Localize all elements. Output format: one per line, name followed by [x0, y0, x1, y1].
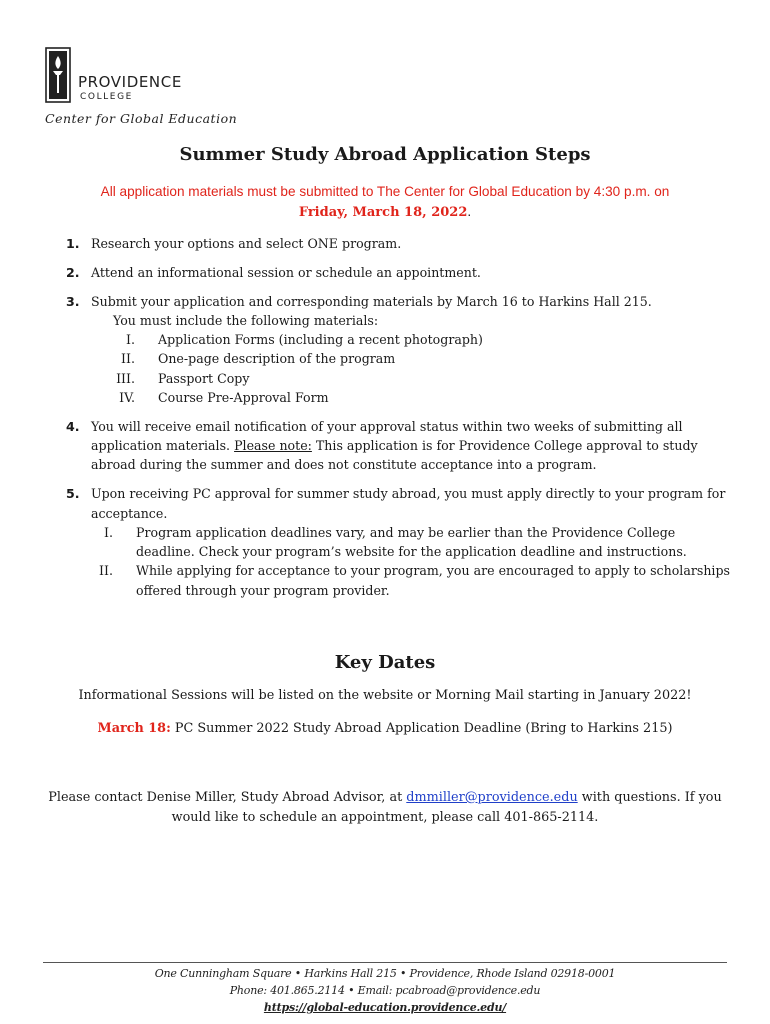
roman-numeral: IV. — [119, 390, 135, 406]
college-logo — [45, 47, 185, 105]
materials-list — [91, 330, 736, 407]
step-number: 1. — [66, 236, 80, 251]
note-label: Please note: — [234, 438, 312, 454]
key-dates-heading: Key Dates — [334, 652, 436, 673]
step-text: Upon receiving PC approval for summer study abroad, you must apply directly to your program for acceptance. — [91, 486, 726, 521]
footer-website-link[interactable]: https://global-education.providence.edu/ — [263, 1001, 507, 1014]
list-item — [91, 561, 736, 600]
acceptance-list — [91, 523, 736, 600]
logo-college: COLLEGE — [80, 92, 133, 102]
notice-text: All application materials must be submitted to The Center for Global Education by 4:30 p.m. on — [100, 184, 670, 199]
logo-name: PROVIDENCE — [78, 73, 182, 91]
step-number: 2. — [66, 264, 80, 280]
page-title: Summer Study Abroad Application Steps — [179, 144, 591, 165]
materials-intro: You must include the following materials: — [113, 312, 379, 328]
email-link[interactable]: dmmiller@providence.edu — [406, 790, 578, 805]
deadline-label: March 18: — [97, 721, 171, 736]
list-item-text: One-page description of the program — [158, 351, 396, 367]
list-item — [91, 349, 736, 368]
contact-text-continued: with questions. If you would like to schedule an appointment, please call 401-865-2114. — [171, 790, 722, 825]
step-text: Research your options and select ONE program. — [91, 236, 402, 251]
step-item — [66, 484, 736, 600]
footer — [0, 965, 770, 1016]
notice-period: . — [467, 204, 472, 219]
footer-contact: Phone: 401.865.2114 • Email: pcabroad@providence.edu — [229, 984, 541, 997]
notice-date: Friday, March 18, 2022 — [298, 205, 468, 220]
list-item — [91, 330, 736, 349]
list-item — [91, 523, 736, 562]
footer-address: One Cunningham Square • Harkins Hall 215 • Providence, Rhode Island 02918-0001 — [154, 967, 616, 980]
step-item — [66, 234, 736, 253]
step-number: 4. — [66, 418, 80, 434]
steps-list — [66, 234, 736, 610]
step-item — [66, 263, 736, 282]
footer-divider — [43, 962, 727, 963]
info-sessions-text: Informational Sessions will be listed on the website or Morning Mail starting in January 2022! — [78, 688, 692, 703]
list-item-text: While applying for acceptance to your program, you are encouraged to apply to scholarships offered through your program provider. — [136, 563, 730, 598]
step-item — [66, 292, 736, 408]
step-text: Attend an informational session or schedule an appointment. — [91, 264, 481, 280]
roman-numeral: II. — [99, 563, 113, 579]
step-text-continued: This application is for Providence College approval to study abroad during the summer and does not constitute acceptance into a program. — [91, 438, 698, 473]
deadline-text: PC Summer 2022 Study Abroad Application Deadline (Bring to Harkins 215) — [170, 721, 673, 736]
step-number: 5. — [66, 486, 80, 502]
list-item-text: Application Forms (including a recent photograph) — [158, 332, 483, 348]
list-item-text: Course Pre-Approval Form — [158, 390, 329, 406]
step-number: 3. — [66, 293, 80, 309]
list-item-text: Program application deadlines vary, and may be earlier than the Providence College deadline. Check your program’s website for the application deadline and instructions. — [136, 524, 687, 560]
contact-text: Please contact Denise Miller, Study Abroad Advisor, at — [48, 790, 407, 805]
deadline-notice — [40, 182, 730, 223]
list-item-text: Passport Copy — [158, 370, 250, 386]
roman-numeral: I. — [104, 524, 113, 540]
step-text: You will receive email notification of your approval status within two weeks of submitting all application materials. — [91, 418, 683, 454]
step-item — [66, 417, 736, 475]
torch-icon — [45, 47, 71, 103]
roman-numeral: I. — [126, 332, 135, 348]
step-text: Submit your application and corresponding materials by March 16 to Harkins Hall 215. — [91, 293, 652, 309]
tagline: Center for Global Education — [45, 111, 238, 126]
list-item — [91, 369, 736, 388]
list-item — [91, 388, 736, 407]
contact-paragraph — [40, 788, 730, 828]
roman-numeral: III. — [116, 370, 135, 386]
roman-numeral: II. — [121, 351, 135, 367]
deadline-line — [0, 721, 770, 736]
